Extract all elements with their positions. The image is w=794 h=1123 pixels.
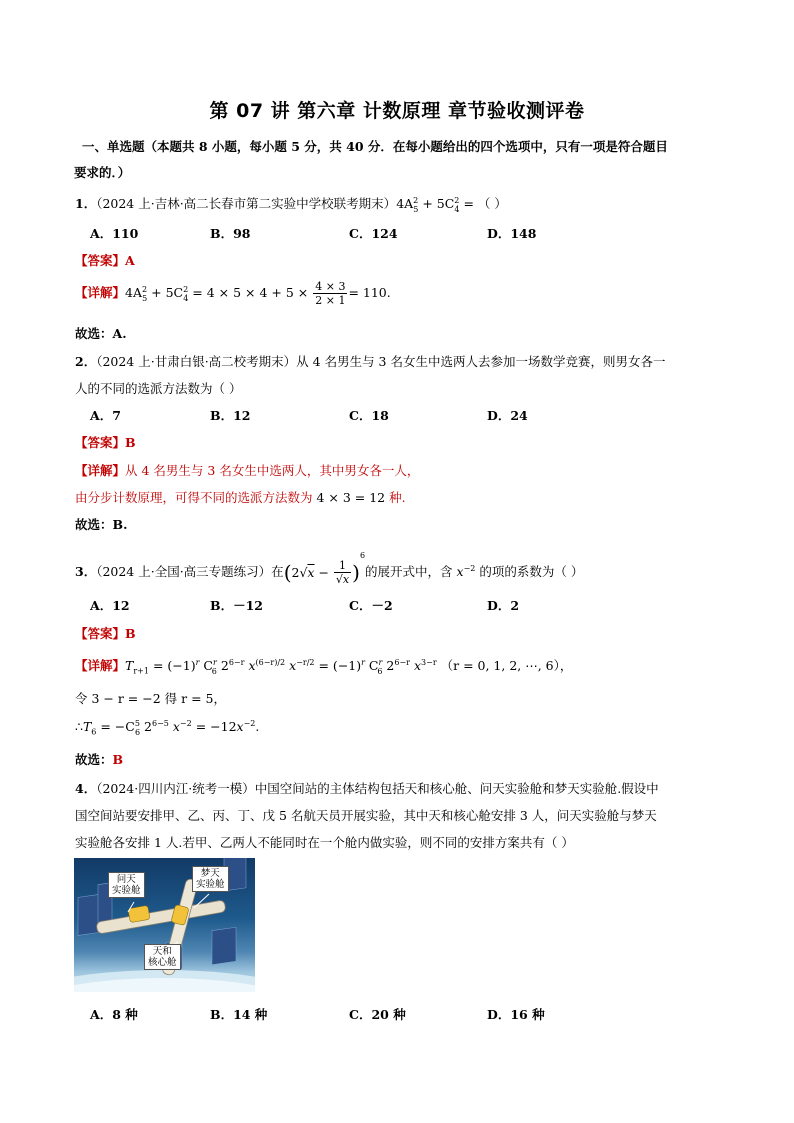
q3-detail-line3: $\therefore T_6 = -C^5_6$ $2^{6-5}$ $x^{-2} = -12x^{-2}$. bbox=[75, 718, 260, 737]
q3-detail-line2: 令 3 − r = −2 得 r = 5， bbox=[75, 691, 227, 706]
question-2-line2: 人的不同的选派方法数为（ ） bbox=[75, 381, 242, 396]
q1-expression: $4A^2_5 + 5C^2_4$ bbox=[396, 195, 460, 214]
question-4 bbox=[75, 779, 659, 797]
page-title: 第 07 讲 第六章 计数原理 章节验收测评卷 bbox=[209, 100, 585, 122]
q1-option-a: A．110 bbox=[90, 226, 139, 241]
q2-detail-line2: 由分步计数原理，可得不同的选派方法数为 4 × 3 = 12 种. bbox=[75, 490, 406, 505]
q1-detail: 【详解】$4A^2_5 + 5C^2_4 = 4 \times 5 \times 4 + 5$ × $\frac{4 \times 3}{2 \times 1}$ = 110. bbox=[75, 280, 391, 307]
q2-answer: 【答案】B bbox=[75, 435, 136, 450]
answer-blank: = （ ） bbox=[459, 196, 507, 211]
question-source: （2024 上·吉林·高二长春市第二实验中学校联考期末） bbox=[96, 196, 397, 211]
question-number: 3． bbox=[75, 564, 97, 579]
section-header-line2: 要求的．） bbox=[74, 165, 131, 180]
q3-option-a: A．12 bbox=[90, 598, 130, 613]
answer-value: A bbox=[125, 253, 135, 268]
label-wentian: 问天 实验舱 bbox=[108, 872, 145, 898]
question-text-line1: （2024 上·甘肃白银·高二校考期末）从 4 名男生与 3 名女生中选两人去参加一场数学竞赛，则男女各一 bbox=[96, 354, 666, 369]
q1-option-d: D．148 bbox=[487, 226, 537, 241]
section-header-line1: 一、单选题（本题共 8 小题，每小题 5 分，共 40 分．在每小题给出的四个选项中，只有一项是符合题目 bbox=[82, 139, 668, 154]
q3-option-d: D．2 bbox=[487, 598, 520, 613]
q3-option-b: B．－12 bbox=[210, 598, 263, 613]
q4-option-b: B．14 种 bbox=[210, 1007, 268, 1022]
question-text-line1: （2024·四川内江·统考一模）中国空间站的主体结构包括天和核心舱、问天实验舱和梦天实验舱.假设中 bbox=[96, 781, 659, 796]
q2-option-c: C．18 bbox=[349, 408, 389, 423]
q4-option-d: D．16 种 bbox=[487, 1007, 545, 1022]
q4-option-c: C．20 种 bbox=[349, 1007, 406, 1022]
question-source: （2024 上·全国·高三专题练习）在 bbox=[96, 564, 284, 579]
question-4-line2: 国空间站要安排甲、乙、丙、丁、戊 5 名航天员开展实验，其中天和核心舱安排 3 人，问天实验舱与梦天 bbox=[75, 808, 657, 823]
answer-value: B bbox=[125, 626, 136, 641]
q1-option-c: C．124 bbox=[349, 226, 398, 241]
answer-value: B bbox=[125, 435, 136, 450]
label-tianhe: 天和 核心舱 bbox=[144, 944, 181, 970]
q4-option-a: A．8 种 bbox=[90, 1007, 138, 1022]
question-number: 2． bbox=[75, 354, 97, 369]
question-1 bbox=[75, 194, 507, 212]
q3-option-c: C．－2 bbox=[349, 598, 393, 613]
q1-choose: 故选：A. bbox=[75, 326, 127, 341]
q1-option-b: B．98 bbox=[210, 226, 251, 241]
q2-option-a: A．7 bbox=[90, 408, 121, 423]
question-number: 1． bbox=[75, 196, 97, 211]
q3-answer: 【答案】B bbox=[75, 626, 136, 641]
question-2 bbox=[75, 352, 666, 370]
q2-detail-line1: 【详解】从 4 名男生与 3 名女生中选两人，其中男女各一人， bbox=[75, 463, 420, 478]
q3-choose: 故选：B bbox=[75, 752, 124, 767]
question-4-line3: 实验舱各安排 1 人.若甲、乙两人不能同时在一个舱内做实验，则不同的安排方案共有（ ） bbox=[75, 835, 574, 850]
q2-choose: 故选：B. bbox=[75, 517, 128, 532]
label-mengtian: 梦天 实验舱 bbox=[192, 866, 229, 892]
question-3: 3．（2024 上·全国·高三专题练习）在(2√x − $\frac{1}{√x}$ )$^6$的展开式中，含 $x^{-2}$ 的项的系数为（ ） bbox=[75, 551, 584, 586]
q3-detail-line1: 【详解】$T_{r+1} = (-1)^r$ $C^r_6$ $2^{6-r}$ $x^{(6-r)/2}$ $x^{-r/2} = (-1)^r$ $C^r_6$ $2^{6-r}$ $x^{3-r}$ （r = 0, 1, 2, ⋯, 6）， bbox=[75, 657, 573, 676]
binomial-expression: ( bbox=[283, 560, 292, 585]
question-number: 4． bbox=[75, 781, 97, 796]
q2-option-d: D．24 bbox=[487, 408, 528, 423]
q2-option-b: B．12 bbox=[210, 408, 251, 423]
q1-answer: 【答案】A bbox=[75, 253, 135, 268]
space-station-figure bbox=[74, 858, 255, 992]
